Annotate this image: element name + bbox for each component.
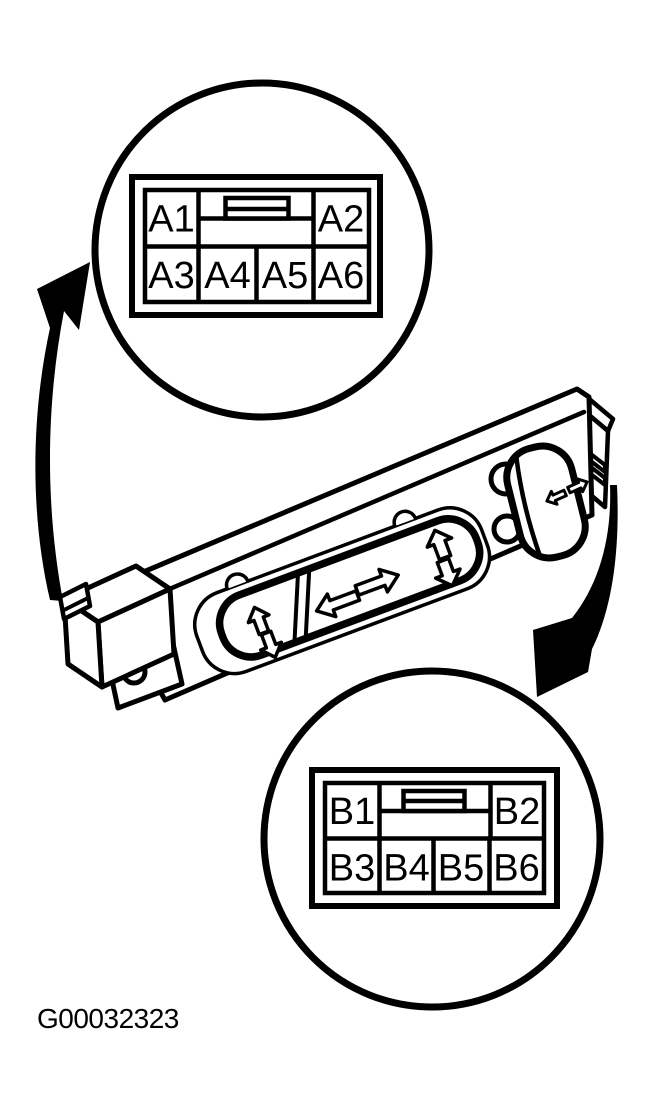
connector-a-pinout: [132, 177, 380, 315]
callout-b: [264, 671, 600, 1007]
pin-a3-label: A3: [148, 255, 195, 297]
pin-b4-label: B4: [383, 847, 430, 890]
pin-b1-label: B1: [328, 791, 376, 833]
pin-b2-label: B2: [493, 791, 541, 833]
curved-arrow-up-icon: [35, 262, 90, 601]
pin-a6-label: A6: [317, 255, 365, 297]
pin-b5-label: B5: [437, 847, 485, 890]
pin-b6-label: B6: [493, 847, 540, 890]
callout-a: [95, 83, 429, 417]
figure-label: G00032323: [37, 1003, 179, 1034]
pin-a4-label: A4: [204, 255, 251, 297]
pin-b3-label: B3: [328, 847, 376, 890]
pin-a1-label: A1: [148, 198, 195, 241]
connector-b-pinout: [312, 770, 557, 906]
seat-switch-assembly: [60, 389, 613, 708]
pin-a5-label: A5: [261, 255, 309, 297]
pin-a2-label: A2: [317, 198, 365, 241]
